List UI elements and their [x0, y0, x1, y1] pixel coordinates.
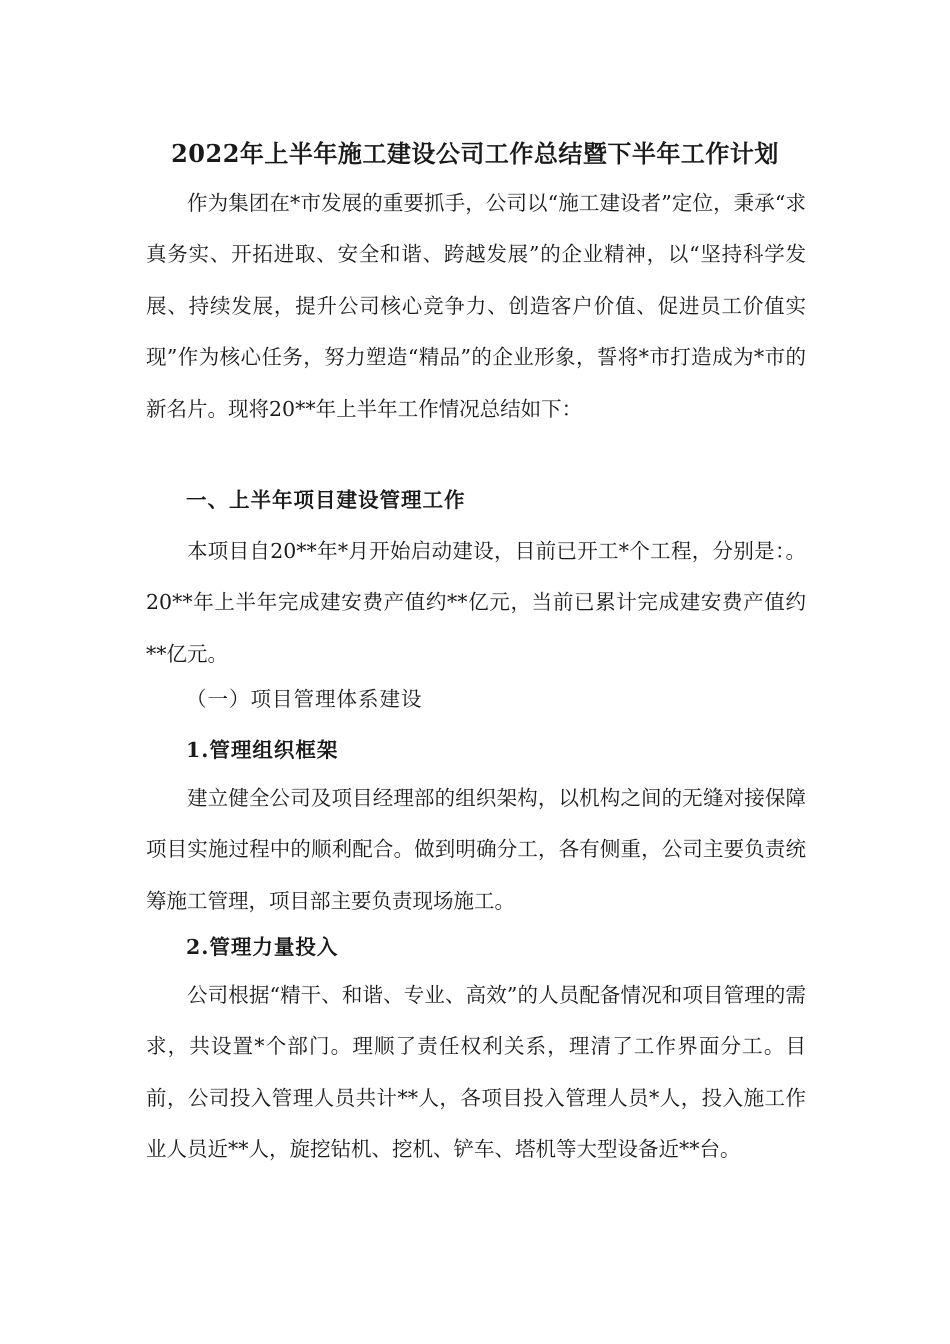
section-1-paragraph: 本项目自20**年*月开始启动建设，目前已开工*个工程，分别是：。20**年上半年完成建安费产值约**亿元，当前已累计完成建安费产值约**亿元。 — [146, 539, 806, 666]
document-title: 2022年上半年施工建设公司工作总结暨下半年工作计划 — [171, 139, 779, 168]
subsection-heading-1: （一）项目管理体系建设 — [186, 687, 423, 711]
item-2-paragraph: 公司根据“精干、和谐、专业、高效”的人员配备情况和项目管理的需求，共设置*个部门。理顺了责任权利关系，理清了工作界面分工。目前，公司投入管理人员共计**人，各项目投入管理人员*人，投入施工作业人员近**人，旋挖钻机、挖机、铲车、塔机等大型设备近**台。 — [146, 983, 806, 1162]
intro-paragraph: 作为集团在*市发展的重要抓手，公司以“施工建设者”定位，秉承“求真务实、开拓进取、安全和谐、跨越发展”的企业精神，以“坚持科学发展、持续发展，提升公司核心竞争力、创造客户价值、促进员工价值实现”作为核心任务，努力塑造“精品”的企业形象，誓将*市打造成为*市的新名片。现将20**年上半年工作情况总结如下： — [146, 191, 806, 421]
section-heading-1: 一、上半年项目建设管理工作 — [186, 488, 466, 512]
item-1-paragraph: 建立健全公司及项目经理部的组织架构，以机构之间的无缝对接保障项目实施过程中的顺利配合。做到明确分工，各有侧重，公司主要负责统筹施工管理，项目部主要负责现场施工。 — [146, 786, 806, 913]
item-heading-2: 2.管理力量投入 — [186, 935, 339, 959]
item-heading-1: 1.管理组织框架 — [186, 738, 339, 762]
